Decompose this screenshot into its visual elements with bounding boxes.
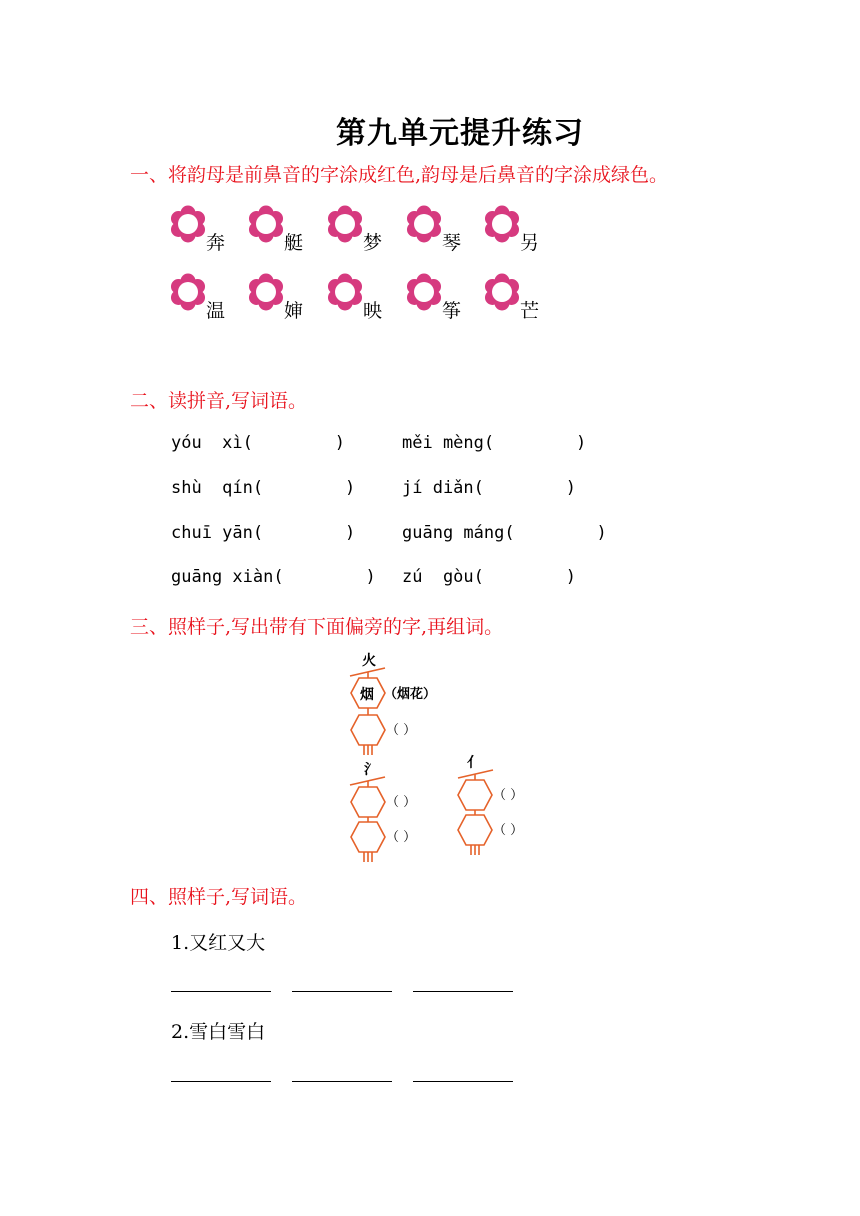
answer-blank[interactable]: （ ） bbox=[386, 830, 417, 845]
flower-item[interactable] bbox=[325, 272, 395, 322]
answer-line[interactable] bbox=[292, 991, 392, 992]
hexagon bbox=[458, 780, 492, 810]
pinyin-item: guāng máng( ) bbox=[402, 523, 607, 543]
flower-icon bbox=[325, 204, 365, 244]
section-3-heading: 三、照样子,写出带有下面偏旁的字,再组词。 bbox=[130, 616, 504, 638]
answer-line[interactable] bbox=[413, 991, 513, 992]
flower-row-1 bbox=[168, 204, 588, 254]
flower-item[interactable] bbox=[246, 272, 316, 322]
answer-line[interactable] bbox=[171, 991, 271, 992]
flower-item[interactable] bbox=[404, 204, 474, 254]
flower-icon bbox=[168, 204, 208, 244]
flower-icon bbox=[482, 204, 522, 244]
flower-icon bbox=[404, 204, 444, 244]
hexagon bbox=[458, 815, 492, 845]
flower-icon bbox=[246, 204, 286, 244]
flower-item[interactable] bbox=[482, 204, 552, 254]
answer-line[interactable] bbox=[292, 1081, 392, 1082]
flower-char: 芒 bbox=[520, 300, 540, 322]
flower-char: 婶 bbox=[284, 300, 304, 322]
pinyin-item: měi mèng( ) bbox=[402, 433, 587, 453]
pinyin-item: shù qín( ) bbox=[171, 478, 356, 498]
radical-fire: 火 bbox=[362, 653, 376, 669]
radical-tree-diagram bbox=[340, 648, 560, 868]
flower-icon bbox=[246, 272, 286, 312]
hexagon bbox=[351, 787, 385, 817]
pinyin-item: chuī yān( ) bbox=[171, 523, 356, 543]
flower-item[interactable] bbox=[246, 204, 316, 254]
flower-item[interactable] bbox=[168, 272, 238, 322]
page-title: 第九单元提升练习 bbox=[336, 116, 584, 151]
radical-water: 氵 bbox=[364, 762, 378, 778]
answer-blank[interactable]: （ ） bbox=[493, 823, 524, 838]
flower-icon bbox=[404, 272, 444, 312]
hexagon bbox=[351, 715, 385, 745]
radical-person: 亻 bbox=[467, 755, 481, 771]
flower-icon bbox=[482, 272, 522, 312]
flower-char: 另 bbox=[520, 232, 540, 254]
answer-blank[interactable]: （ ） bbox=[386, 723, 417, 738]
pinyin-item: jí diǎn( ) bbox=[402, 478, 576, 498]
section-4-heading: 四、照样子,写词语。 bbox=[130, 886, 308, 908]
flower-item[interactable] bbox=[325, 204, 395, 254]
answer-blank[interactable]: （ ） bbox=[493, 788, 524, 803]
answer-blank[interactable]: （ ） bbox=[386, 795, 417, 810]
answer-line[interactable] bbox=[413, 1081, 513, 1082]
example-2: 2.雪白雪白 bbox=[171, 1021, 266, 1043]
flower-char: 映 bbox=[363, 300, 383, 322]
pinyin-item: zú gòu( ) bbox=[402, 567, 576, 587]
flower-icon bbox=[325, 272, 365, 312]
flower-char: 温 bbox=[206, 300, 226, 322]
flower-char: 梦 bbox=[363, 232, 383, 254]
flower-item[interactable] bbox=[482, 272, 552, 322]
answer-line[interactable] bbox=[171, 1081, 271, 1082]
flower-char: 琴 bbox=[442, 232, 462, 254]
pinyin-item: guāng xiàn( ) bbox=[171, 567, 376, 587]
section-2-heading: 二、读拼音,写词语。 bbox=[130, 390, 308, 412]
example-word: （烟花） bbox=[384, 687, 437, 702]
pinyin-item: yóu xì( ) bbox=[171, 433, 345, 453]
flower-item[interactable] bbox=[404, 272, 474, 322]
section-1-heading: 一、将韵母是前鼻音的字涂成红色,韵母是后鼻音的字涂成绿色。 bbox=[130, 164, 669, 186]
example-1: 1.又红又大 bbox=[171, 932, 266, 954]
flower-item[interactable] bbox=[168, 204, 238, 254]
flower-row-2 bbox=[168, 272, 588, 322]
flower-char: 筝 bbox=[442, 300, 462, 322]
hexagon bbox=[351, 822, 385, 852]
flower-char: 奔 bbox=[206, 232, 226, 254]
example-char: 烟 bbox=[360, 687, 374, 703]
flower-icon bbox=[168, 272, 208, 312]
flower-char: 艇 bbox=[284, 232, 304, 254]
